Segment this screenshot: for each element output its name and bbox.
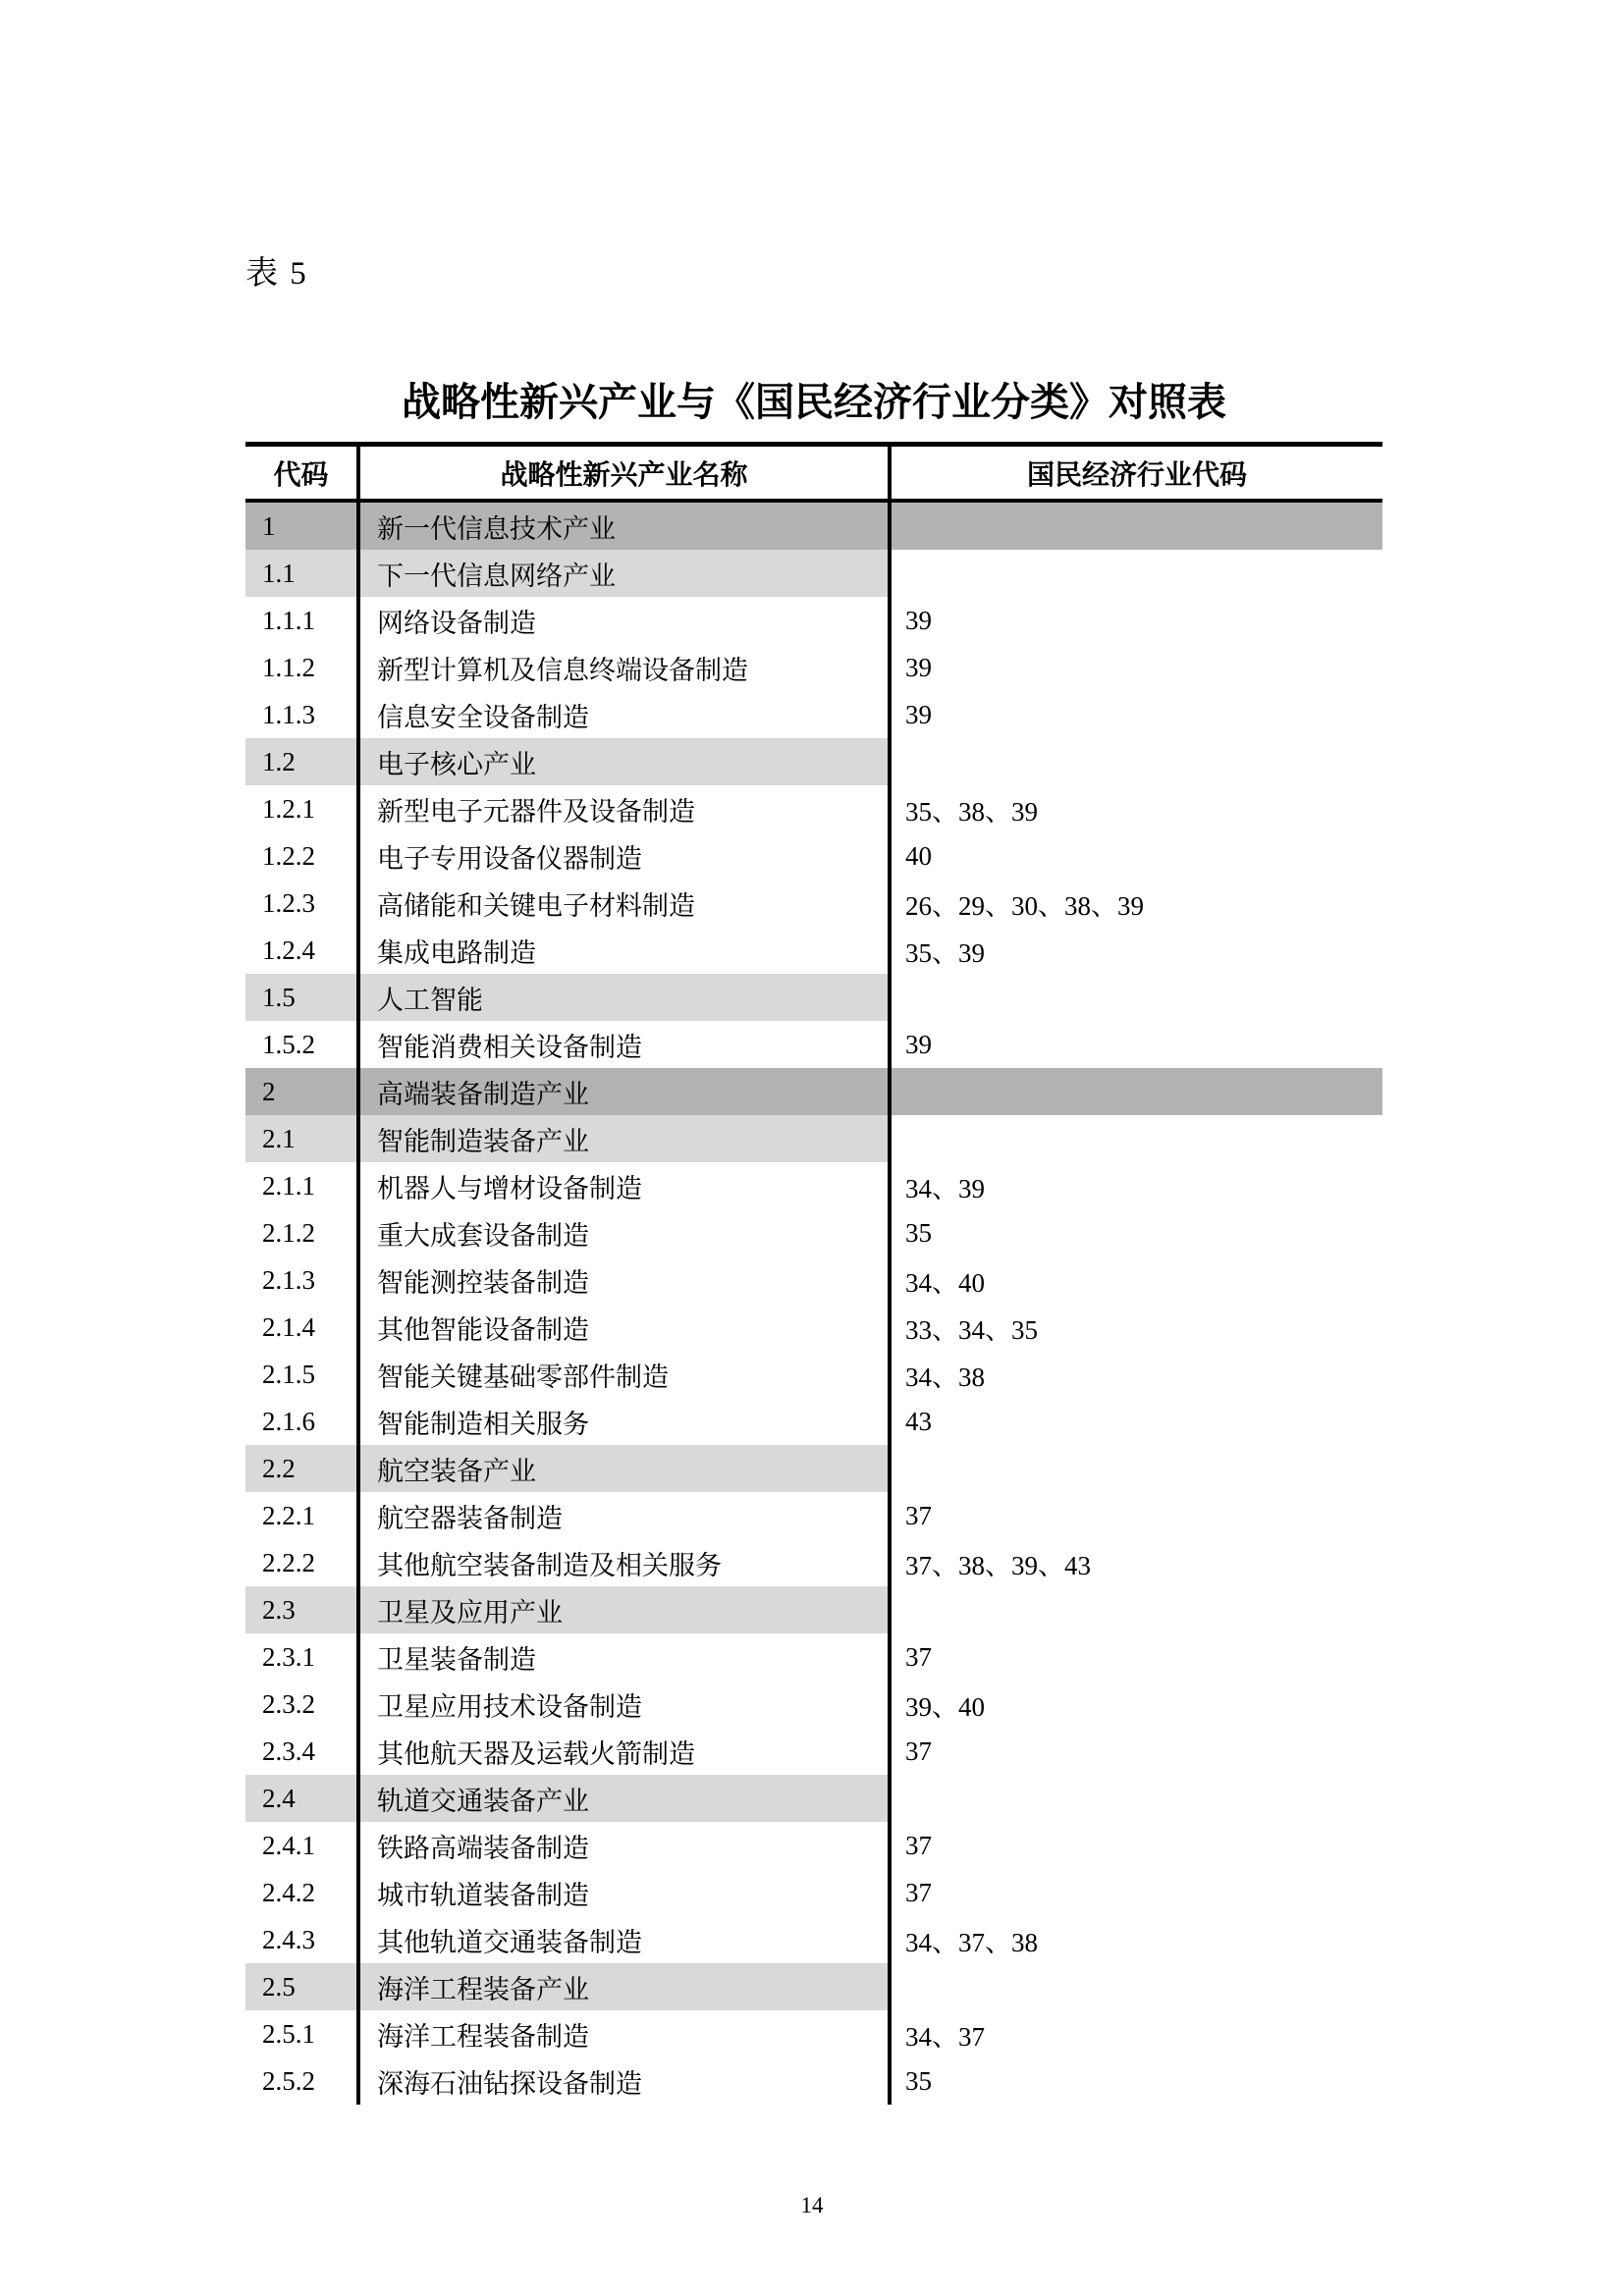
row-industry-codes: 34、38: [888, 1351, 1382, 1398]
page-number: 14: [800, 2193, 824, 2217]
row-code: 1: [245, 503, 356, 550]
table-row: [245, 1021, 1382, 1068]
table-row: [245, 927, 1382, 974]
row-industry-name: 其他轨道交通装备制造: [356, 1916, 888, 1963]
row-industry-name: 卫星及应用产业: [356, 1586, 888, 1633]
table-row: [245, 1115, 1382, 1162]
table-row: [245, 1963, 1382, 2010]
table-row: [245, 1492, 1382, 1539]
table-row: [245, 1398, 1382, 1445]
row-code: 1.1.2: [262, 652, 315, 682]
row-industry-codes: [888, 503, 1382, 550]
row-code: 2.5: [245, 1963, 356, 2010]
row-code: 2.2: [245, 1445, 356, 1492]
row-industry-name: 信息安全设备制造: [356, 691, 888, 738]
row-industry-name: 智能关键基础零部件制造: [356, 1351, 888, 1398]
row-industry-codes: [888, 1115, 1382, 1162]
row-code: 1.5.2: [262, 1029, 315, 1059]
row-code: 2.1.2: [262, 1217, 315, 1248]
table-row: [245, 1256, 1382, 1304]
row-code: 2.4.1: [262, 1830, 315, 1860]
row-industry-name: 电子专用设备仪器制造: [356, 832, 888, 880]
row-industry-name: 深海石油钻探设备制造: [356, 2057, 888, 2105]
row-industry-name: 其他航天器及运载火箭制造: [356, 1728, 888, 1775]
row-industry-codes: 43: [888, 1398, 1382, 1445]
table-row: [245, 1916, 1382, 1963]
row-industry-name: 新一代信息技术产业: [356, 503, 888, 550]
table-body: [245, 503, 1382, 2105]
row-industry-name: 高储能和关键电子材料制造: [356, 880, 888, 927]
row-code: 1.2.3: [262, 887, 315, 918]
row-industry-name: 智能制造相关服务: [356, 1398, 888, 1445]
row-industry-codes: 37: [888, 1822, 1382, 1869]
row-industry-codes: 40: [888, 832, 1382, 880]
table-row: [245, 1351, 1382, 1398]
row-code: 2.3.1: [262, 1641, 315, 1672]
comparison-table: [245, 442, 1382, 2105]
row-code: 2.4.2: [262, 1877, 315, 1907]
row-industry-name: 网络设备制造: [356, 597, 888, 644]
table-row: [245, 1445, 1382, 1492]
table-row: [245, 1822, 1382, 1869]
row-industry-codes: 34、37: [888, 2010, 1382, 2057]
row-industry-codes: 34、40: [888, 1256, 1382, 1304]
row-industry-codes: 34、39: [888, 1162, 1382, 1209]
table-header-row: [245, 447, 1382, 503]
row-code: 1.1.3: [262, 699, 315, 729]
row-code: 1.1: [245, 550, 356, 597]
row-industry-name: 下一代信息网络产业: [356, 550, 888, 597]
row-industry-name: 重大成套设备制造: [356, 1209, 888, 1256]
row-industry-name: 其他航空装备制造及相关服务: [356, 1539, 888, 1586]
row-industry-codes: 39、40: [888, 1681, 1382, 1728]
table-row: [245, 1539, 1382, 1586]
row-code: 2.1.4: [262, 1311, 315, 1342]
table-row: [245, 1162, 1382, 1209]
row-code: 2.3.2: [262, 1688, 315, 1719]
row-code: 2.3.4: [262, 1735, 315, 1766]
row-industry-codes: [888, 1963, 1382, 2010]
table-row: [245, 2010, 1382, 2057]
table-row: [245, 1681, 1382, 1728]
row-industry-codes: 39: [888, 597, 1382, 644]
row-industry-codes: 37: [888, 1728, 1382, 1775]
table-row: [245, 1304, 1382, 1351]
row-industry-codes: 26、29、30、38、39: [888, 880, 1382, 927]
row-code: 2.1.5: [262, 1359, 315, 1389]
row-industry-codes: 37: [888, 1492, 1382, 1539]
row-industry-name: 海洋工程装备制造: [356, 2010, 888, 2057]
row-industry-codes: [888, 1586, 1382, 1633]
row-industry-name: 智能消费相关设备制造: [356, 1021, 888, 1068]
row-code: 2.1.6: [262, 1406, 315, 1436]
row-code: 2.1: [245, 1115, 356, 1162]
table-row: [245, 644, 1382, 691]
row-code: 1.2: [245, 738, 356, 785]
row-code: 1.2.1: [262, 793, 315, 824]
row-code: 2.1.1: [262, 1170, 315, 1201]
row-industry-codes: 35: [888, 1209, 1382, 1256]
row-industry-name: 航空装备产业: [356, 1445, 888, 1492]
row-industry-codes: [888, 550, 1382, 597]
row-industry-name: 智能测控装备制造: [356, 1256, 888, 1304]
row-industry-name: 铁路高端装备制造: [356, 1822, 888, 1869]
row-industry-name: 航空器装备制造: [356, 1492, 888, 1539]
table-row: [245, 691, 1382, 738]
row-industry-codes: 33、34、35: [888, 1304, 1382, 1351]
table-title: 战略性新兴产业与《国民经济行业分类》对照表: [402, 380, 1226, 424]
table-row: [245, 1633, 1382, 1681]
table-row: [245, 1869, 1382, 1916]
table-row: [245, 2057, 1382, 2105]
row-industry-codes: 37、38、39、43: [888, 1539, 1382, 1586]
row-code: 1.5: [245, 974, 356, 1021]
row-code: 2.4: [245, 1775, 356, 1822]
row-industry-name: 卫星装备制造: [356, 1633, 888, 1681]
table-row: [245, 785, 1382, 832]
row-code: 2.2.2: [262, 1547, 315, 1577]
row-industry-codes: 35、39: [888, 927, 1382, 974]
row-code: 1.2.2: [262, 840, 315, 871]
row-industry-name: 高端装备制造产业: [356, 1068, 888, 1115]
table-row: [245, 550, 1382, 597]
row-industry-name: 卫星应用技术设备制造: [356, 1681, 888, 1728]
row-industry-codes: 34、37、38: [888, 1916, 1382, 1963]
row-industry-name: 轨道交通装备产业: [356, 1775, 888, 1822]
table-row: [245, 1586, 1382, 1633]
row-industry-codes: [888, 974, 1382, 1021]
row-code: 2: [245, 1068, 356, 1115]
row-industry-name: 新型电子元器件及设备制造: [356, 785, 888, 832]
table-row: [245, 503, 1382, 550]
row-code: 2.4.3: [262, 1924, 315, 1954]
table-row: [245, 1209, 1382, 1256]
table-row: [245, 1068, 1382, 1115]
row-code: 2.3: [245, 1586, 356, 1633]
row-industry-codes: 37: [888, 1633, 1382, 1681]
table-row: [245, 1728, 1382, 1775]
row-industry-codes: [888, 1068, 1382, 1115]
row-industry-codes: [888, 738, 1382, 785]
row-industry-codes: 39: [888, 691, 1382, 738]
row-industry-codes: 39: [888, 1021, 1382, 1068]
table-row: [245, 597, 1382, 644]
row-industry-name: 其他智能设备制造: [356, 1304, 888, 1351]
row-code: 2.2.1: [262, 1500, 315, 1530]
table-row: [245, 738, 1382, 785]
row-code: 2.5.1: [262, 2018, 315, 2049]
row-industry-name: 机器人与增材设备制造: [356, 1162, 888, 1209]
row-industry-codes: [888, 1775, 1382, 1822]
row-industry-codes: 35、38、39: [888, 785, 1382, 832]
row-industry-name: 海洋工程装备产业: [356, 1963, 888, 2010]
table-row: [245, 880, 1382, 927]
row-code: 1.2.4: [262, 934, 315, 965]
row-industry-name: 电子核心产业: [356, 738, 888, 785]
row-industry-name: 智能制造装备产业: [356, 1115, 888, 1162]
row-code: 2.1.3: [262, 1264, 315, 1295]
table-row: [245, 1775, 1382, 1822]
table-caption: 表 5: [245, 256, 308, 292]
column-header-industry-codes: 国民经济行业代码: [888, 447, 1382, 499]
row-industry-name: 人工智能: [356, 974, 888, 1021]
row-industry-codes: 35: [888, 2057, 1382, 2105]
row-code: 1.1.1: [262, 605, 315, 635]
row-industry-codes: [888, 1445, 1382, 1492]
table-row: [245, 832, 1382, 880]
row-industry-name: 集成电路制造: [356, 927, 888, 974]
row-code: 2.5.2: [262, 2065, 315, 2096]
row-industry-name: 城市轨道装备制造: [356, 1869, 888, 1916]
row-industry-codes: 39: [888, 644, 1382, 691]
column-header-code: 代码: [273, 459, 329, 491]
row-industry-name: 新型计算机及信息终端设备制造: [356, 644, 888, 691]
table-row: [245, 974, 1382, 1021]
column-header-industry-name: 战略性新兴产业名称: [356, 447, 888, 499]
row-industry-codes: 37: [888, 1869, 1382, 1916]
